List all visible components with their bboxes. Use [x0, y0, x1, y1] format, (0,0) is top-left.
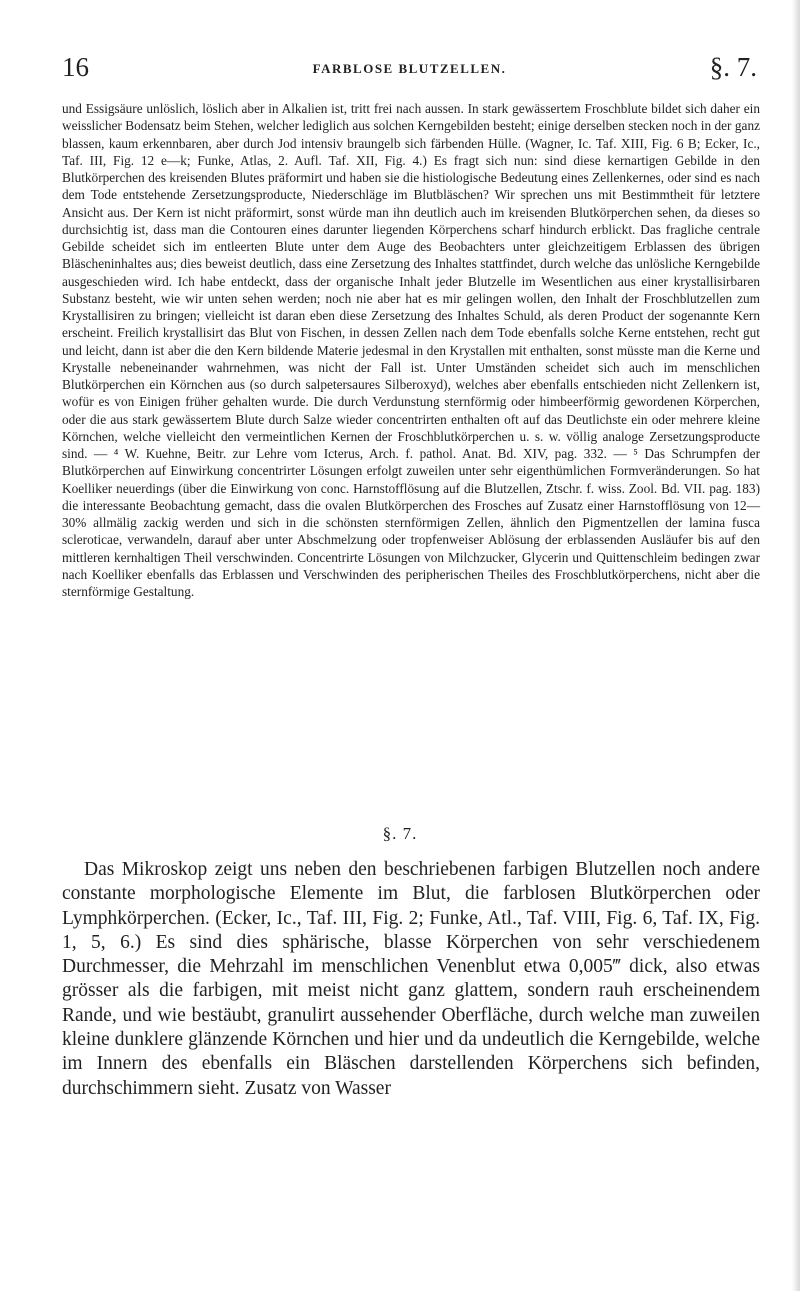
- section-heading: §. 7.: [382, 824, 418, 843]
- main-paragraph: Das Mikroskop zeigt uns neben den beschriebenen farbigen Blutzellen noch andere constante morphologische Elemente im Blut, die farblosen Blutkörperchen oder Lymphkörperchen. (Ecker, Ic., Taf. III, Fig. 2; Funke, Atl., Taf. VIII, Fig. 6, Taf. IX, Fig. 1, 5, 6.) Es sind dies sphärische, blasse Körperchen von sehr verschiedenem Durchmesser, die Mehrzahl im menschlichen Venenblut etwa 0,005‴ dick, also etwas grösser als die farbigen, mit meist nicht ganz glattem, sondern rauh erscheinendem Rande, und wie bestäubt, granulirt aussehender Oberfläche, durch welche man zuweilen kleine dunklere glänzende Körnchen und hier und da undeutlich die Kerngebilde, welche im Innern des ebenfalls ein Bläschen darstellenden Körperchens sich befinden, durchschimmern sieht. Zusatz von Wasser: [62, 859, 760, 1099]
- main-body: [62, 858, 760, 1101]
- footnote-paragraph: und Essigsäure unlöslich, löslich aber in Alkalien ist, tritt frei nach aussen. In stark gewässertem Froschblute bildet sich daher ein weisslicher Bodensatz beim Stehen, welcher lediglich aus solchen Kerngebilden besteht; einige derselben stecken noch in der ganz blassen, kaum erkennbaren, aber durch Jod intensiv braungelb sich färbenden Hülle. (Wagner, Ic. Taf. XIII, Fig. 6 B; Ecker, Ic., Taf. III, Fig. 12 e—k; Funke, Atlas, 2. Aufl. Taf. XII, Fig. 4.) Es fragt sich nun: sind diese kernartigen Gebilde in den Blutkörperchen des kreisenden Blutes präformirt und haben sie die histiologische Bedeutung eines Zellenkernes, oder sind es nach dem Tode entstehende Zersetzungsproducte, Niederschläge im Blutbläschen? Wir sprechen uns mit Bestimmtheit für letztere Ansicht aus. Der Kern ist nicht präformirt, sonst würde man ihn deutlich auch im kreisenden Blutkörperchen sehen, da dieses so durchsichtig ist, dass man die Contouren eines darunter liegenden Körperchens scharf hindurch erblickt. Das fragliche centrale Gebilde scheidet sich im entleerten Blute unter dem Auge des Beobachters unter gleichzeitigem Erblassen des übrigen Bläscheninhaltes aus; dies beweist deutlich, dass eine Zersetzung des Inhaltes stattfindet, durch welche das unlösliche Kerngebilde ausgeschieden wird. Ich habe entdeckt, dass der organische Inhalt jeder Blutzelle im Wesentlichen aus einer krystallisirbaren Substanz besteht, wie wir unten sehen werden; noch nie aber hat es mir gelingen wollen, den Inhalt der Froschblutzellen zum Krystallisiren zu bringen; vielleicht ist daran eben diese Zersetzung des Inhaltes Schuld, als deren Product der sogenannte Kern erscheint. Freilich krystallisirt das Blut von Fischen, in dessen Zellen nach dem Tode ebenfalls solche Kerne entstehen, recht gut und leicht, dann ist aber die den Kern bildende Materie jedesmal in den Krystallen mit enthalten, sonst müsste man die Kerne und Krystalle nebeneinander wahrnehmen, was nicht der Fall ist. Unter Umständen scheidet sich auch im menschlichen Blutkörperchen ein Körnchen aus (so durch salpetersaures Silberoxyd), welches aber ebenfalls entschieden nicht Zellenkern ist, wofür es von Einigen früher gehalten wurde. Die durch Verdunstung sternförmig oder himbeerförmig gewordenen Körperchen, oder die aus stark gewässertem Blute durch Salze wieder concentrirten enthalten oft auf das Deutlichste ein oder mehrere kleine Körnchen, welche vielleicht den vermeintlichen Kernen der Froschblutkörperchen u. s. w. völlig analoge Zersetzungsproducte sind. — ⁴ W. Kuehne, Beitr. zur Lehre vom Icterus, Arch. f. pathol. Anat. Bd. XIV, pag. 332. — ⁵ Das Schrumpfen der Blutkörperchen auf Einwirkung concentrirter Lösungen erfolgt zuweilen unter sehr eigenthümlichen Formveränderungen. So hat Koelliker neuerdings (über die Einwirkung von conc. Harnstofflösung auf die Blutzellen, Ztschr. f. wiss. Zool. Bd. VII. pag. 183) die interessante Beobachtung gemacht, dass die ovalen Blutkörperchen des Frosches auf Zusatz einer Harnstofflösung von 12—30% allmälig zackig werden und sich in die schönsten sternförmigen Zellen, ähnlich den Pigmentzellen der lamina fusca scleroticae, verwandeln, darauf aber unter Abschmelzung oder tropfenweiser Ablösung der erblassenden Ausläufer bis auf den mittleren kernhaltigen Theil verschwinden. Concentrirte Lösungen von Milchzucker, Glycerin und Quittenschleim bedingen zwar nach Koelliker ebenfalls das Erblassen und Verschwinden des peripherischen Theiles des Froschblutkörperchens, nicht aber die sternförmige Gestaltung.: [62, 101, 760, 599]
- footnote-continuation: [62, 100, 760, 600]
- header-section-ref: §. 7.: [709, 52, 757, 82]
- page-edge-shadow: [792, 0, 800, 1291]
- page-header: [62, 52, 757, 82]
- page-number: 16: [62, 52, 89, 82]
- running-title: FARBLOSE BLUTZELLEN.: [312, 61, 507, 76]
